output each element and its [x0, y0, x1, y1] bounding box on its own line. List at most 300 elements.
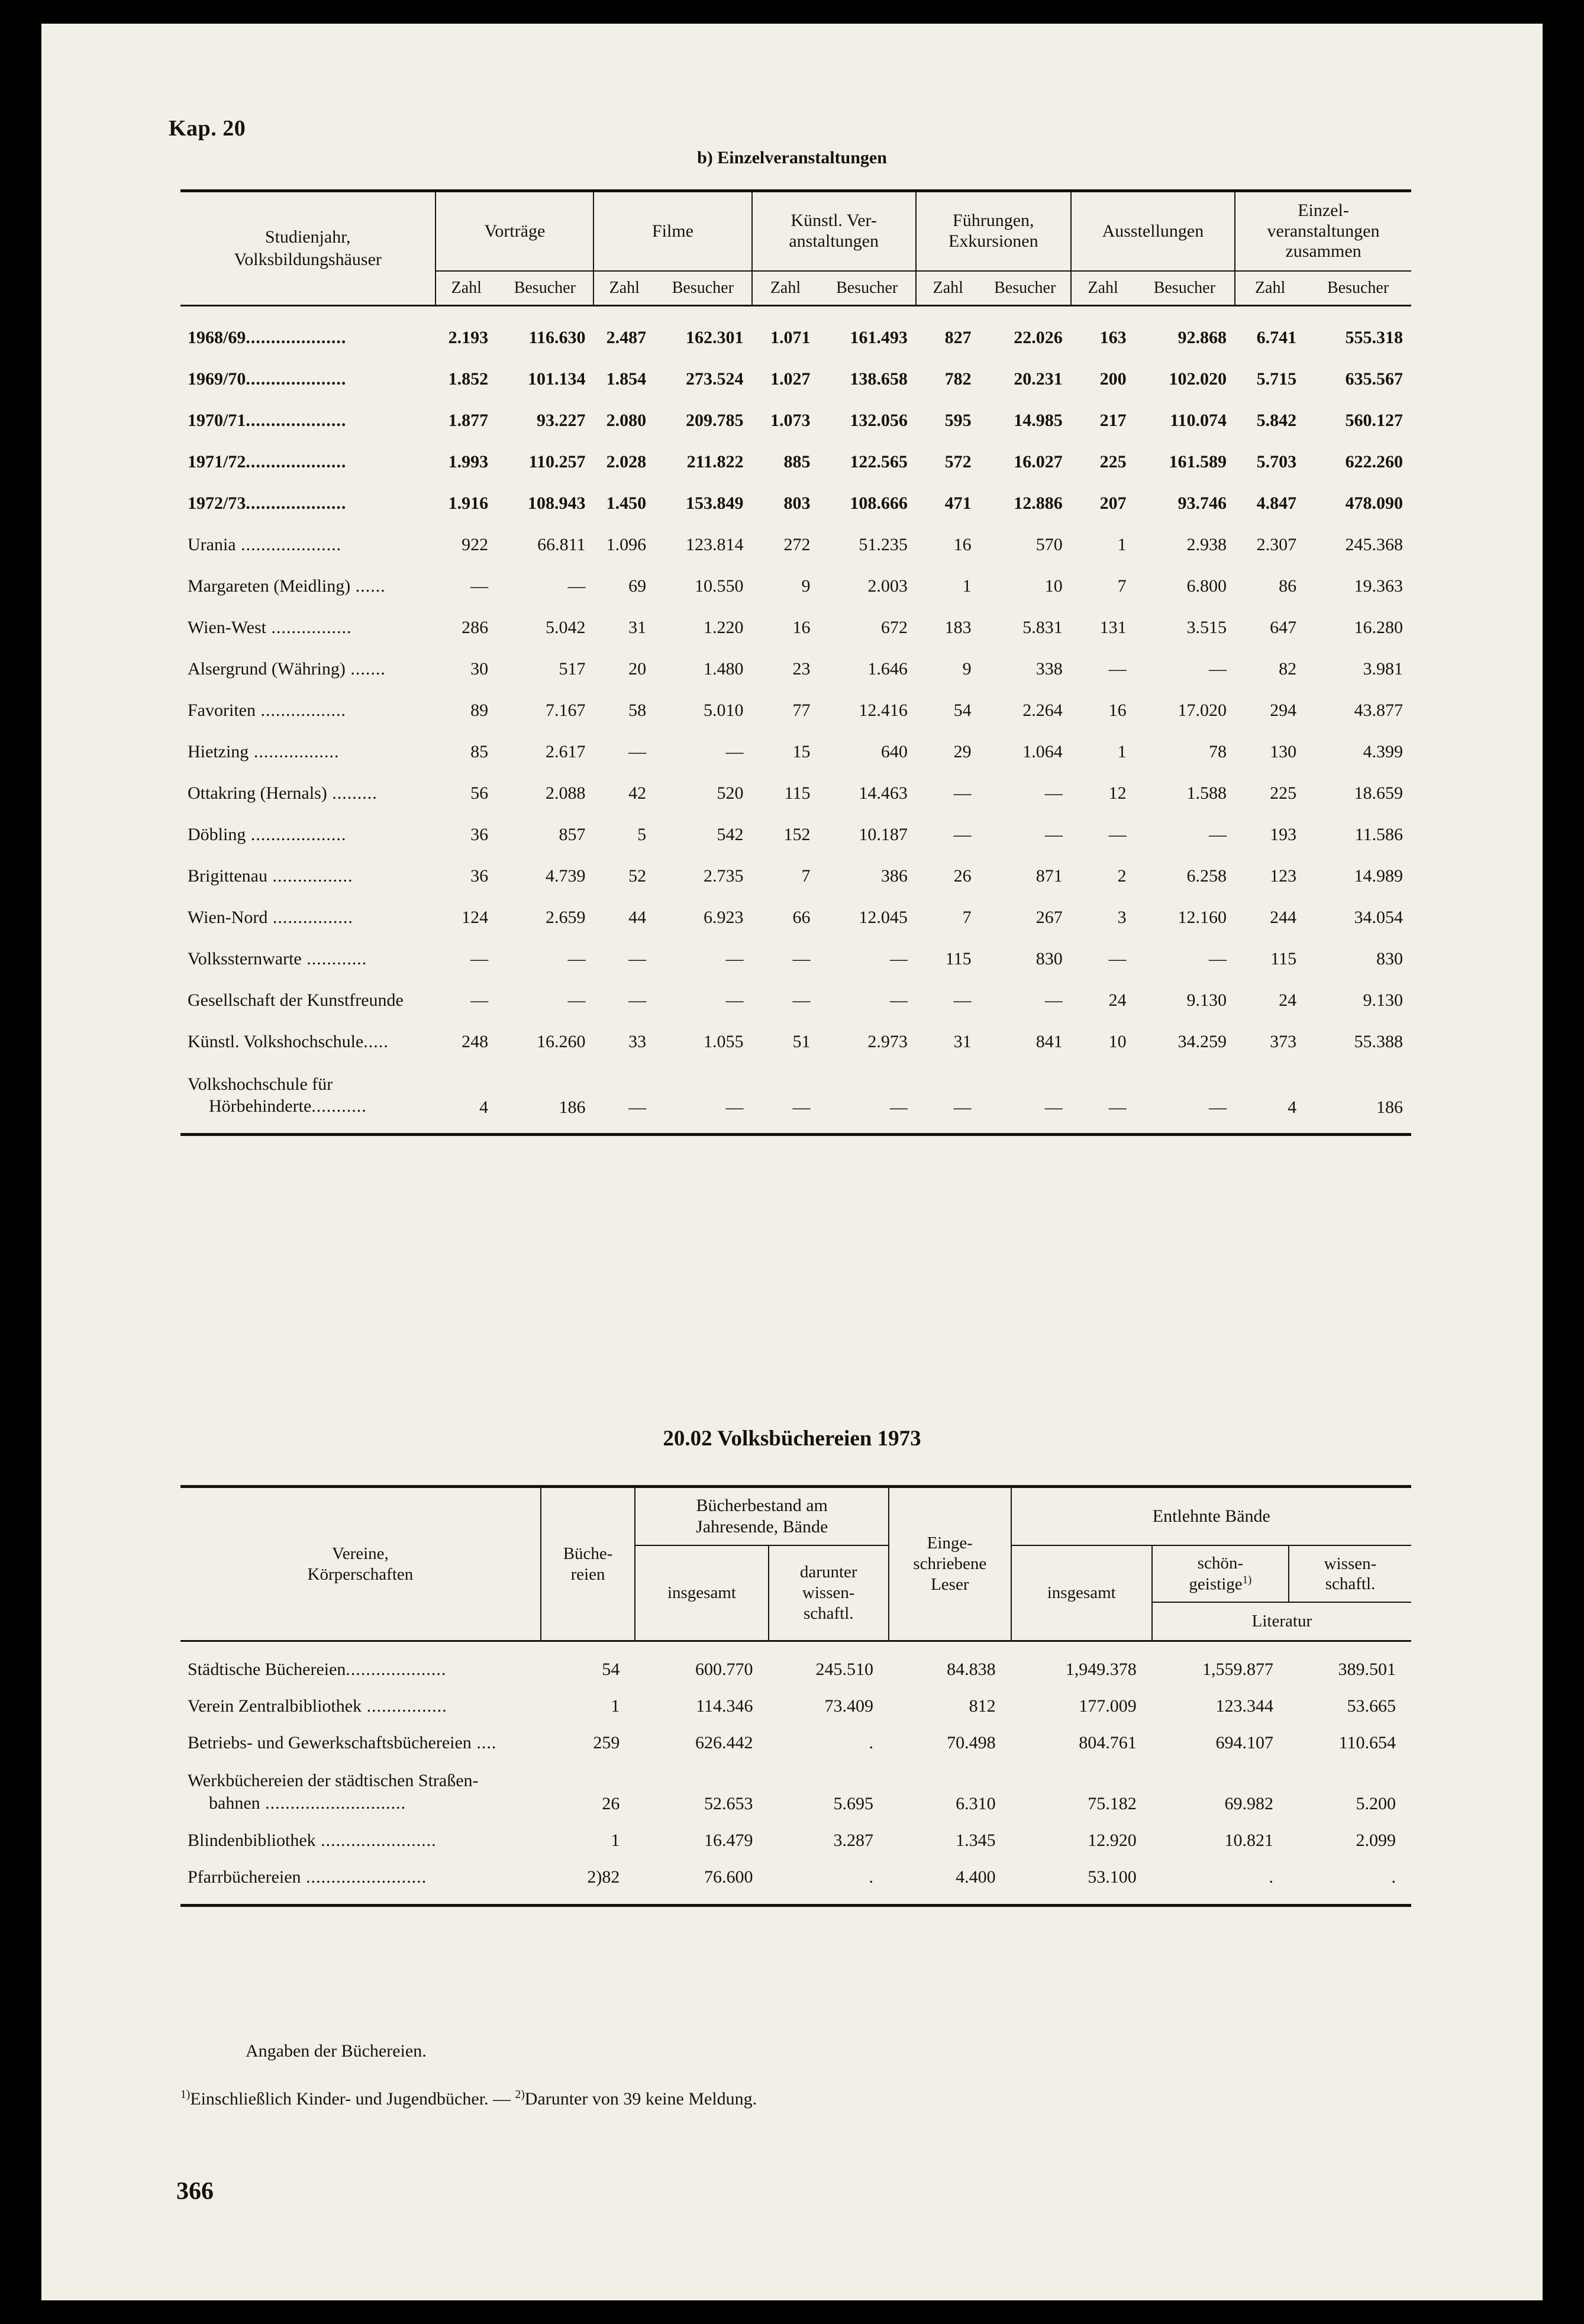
subheader-zahl-4: Zahl [916, 271, 980, 306]
subheader-besucher-3: Besucher [836, 278, 898, 297]
cell: 245.510 [815, 1660, 873, 1680]
table-row [180, 773, 1411, 814]
cell: 11.586 [1354, 824, 1403, 844]
cell: 2.099 [1356, 1831, 1396, 1851]
group-zusammen-line3: zusammen [1285, 241, 1362, 261]
cell: 1 [962, 576, 972, 596]
cell: 24 [1279, 990, 1297, 1010]
cell: . [869, 1867, 873, 1887]
table-einzelveranstaltungen [180, 189, 1411, 1136]
cell: 1.450 [606, 493, 647, 513]
row-label: Betriebs- und Gewerkschaftsbüchereien .... [188, 1733, 497, 1753]
cell: — [567, 576, 586, 596]
cell: 93.746 [1177, 493, 1227, 513]
cell: 92.868 [1177, 327, 1227, 347]
cell: 76.600 [704, 1867, 753, 1887]
cell: 209.785 [686, 410, 744, 430]
cell: 153.849 [686, 493, 744, 513]
table-row [180, 1641, 1411, 1689]
cell: 54 [953, 700, 972, 720]
cell: 259 [593, 1733, 620, 1753]
cell: 66 [792, 907, 811, 927]
table-row [180, 1761, 1411, 1822]
cell: — [725, 741, 744, 761]
stub-line2: Körperschaften [307, 1564, 414, 1584]
cell: 108.666 [850, 493, 908, 513]
table-row [180, 441, 1411, 483]
cell: 12.416 [859, 700, 908, 720]
row-label: Alsergrund (Währing) ....... [188, 659, 386, 679]
cell: 42 [628, 783, 647, 803]
cell: — [1209, 948, 1227, 969]
cell: 53.100 [1088, 1867, 1137, 1887]
cell: 1.916 [448, 493, 489, 513]
cell: 75.182 [1088, 1794, 1137, 1814]
cell: 193 [1270, 824, 1297, 844]
cell: 116.630 [528, 327, 586, 347]
table2-body [180, 1641, 1411, 1906]
cell: — [1108, 948, 1127, 969]
cell: 108.943 [527, 493, 586, 513]
col-bestand-darunter-wiss: darunter wissen- schaftl. [769, 1545, 889, 1641]
row-label: 1970/71.................... [188, 410, 347, 430]
table1-stub-header [180, 191, 435, 306]
cell: 20 [628, 659, 647, 679]
cell: 7 [801, 866, 811, 886]
cell: 9 [962, 659, 972, 679]
cell: 2.307 [1256, 534, 1297, 554]
cell: 1.064 [1022, 741, 1063, 761]
cell: 52.653 [704, 1794, 753, 1814]
subheader-besucher-2: Besucher [672, 278, 734, 297]
cell: 9.130 [1363, 990, 1403, 1010]
cell: 200 [1099, 369, 1127, 389]
cell: — [980, 1063, 1071, 1135]
row-label: 1972/73.................... [188, 493, 347, 513]
cell: 4 [435, 1063, 496, 1135]
cell: 871 [1035, 866, 1063, 886]
cell: 102.020 [1169, 369, 1227, 389]
cell: — [818, 1063, 915, 1135]
cell: 626.442 [695, 1733, 753, 1753]
cell: 272 [783, 534, 811, 554]
cell: 6.741 [1256, 327, 1297, 347]
cell: — [1209, 659, 1227, 679]
cell: 2.659 [545, 907, 586, 927]
cell: 244 [1270, 907, 1297, 927]
cell: — [1044, 783, 1063, 803]
cell: 82 [1279, 659, 1297, 679]
cell: 110.257 [528, 451, 586, 472]
cell: 161.493 [850, 327, 908, 347]
group-fuehrungen-line1: Führungen, [953, 211, 1034, 231]
cell: 85 [470, 741, 489, 761]
cell: 114.346 [696, 1696, 753, 1716]
cell: 2.193 [448, 327, 489, 347]
row-label: Urania .................... [188, 534, 342, 554]
cell: 640 [880, 741, 908, 761]
cell: 478.090 [1345, 493, 1403, 513]
cell: 31 [628, 617, 647, 637]
cell: 17.020 [1177, 700, 1227, 720]
cell: 782 [944, 369, 972, 389]
table2-header-row1 [180, 1487, 1411, 1546]
cell: 885 [783, 451, 811, 472]
cell: 294 [1270, 700, 1297, 720]
col-bestand-insgesamt: insgesamt [635, 1545, 768, 1641]
row-label: Volkshochschule für Hörbehinderte........... [180, 1063, 435, 1135]
cell: 5.715 [1256, 369, 1297, 389]
cell: 841 [1035, 1031, 1063, 1051]
cell: 9 [801, 576, 811, 596]
cell: 5.200 [1356, 1794, 1396, 1814]
group-fuehrungen [916, 191, 1071, 271]
cell: 163 [1099, 327, 1127, 347]
section-title-volksbuechereien: 20.02 Volksbüchereien 1973 [663, 1426, 921, 1451]
cell: 19.363 [1354, 576, 1403, 596]
row-label: 1971/72.................... [188, 451, 347, 472]
cell: 3.981 [1363, 659, 1403, 679]
cell: 115 [784, 783, 811, 803]
cell: 225 [1270, 783, 1297, 803]
cell: 338 [1035, 659, 1063, 679]
cell: 69.982 [1224, 1794, 1273, 1814]
cell: — [470, 990, 489, 1010]
chapter-label: Kap. 20 [169, 116, 246, 141]
table-row [180, 1063, 1411, 1135]
cell: 4.739 [545, 866, 586, 886]
table-row [180, 607, 1411, 648]
table-row [180, 897, 1411, 938]
cell: 51.235 [859, 534, 908, 554]
subheader-zahl-6: Zahl [1235, 271, 1305, 306]
cell: 16.280 [1354, 617, 1403, 637]
footnotes: $^{1)}$Einschließlich Kinder- und Jugendbücher. — $^{2)}$Darunter von 39 keine Meldung. [180, 2089, 757, 2109]
cell: 2)82 [587, 1867, 620, 1887]
cell: — [792, 948, 811, 969]
table-row [180, 648, 1411, 690]
row-label: Brigittenau ................ [188, 866, 353, 886]
cell: 34.054 [1354, 907, 1403, 927]
cell: 110.654 [1338, 1733, 1396, 1753]
row-label: Künstl. Volkshochschule..... [188, 1031, 389, 1051]
cell: — [725, 990, 744, 1010]
document-page [41, 24, 1543, 2300]
cell: 186 [496, 1063, 593, 1135]
cell: 1.220 [704, 617, 744, 637]
row-label: Ottakring (Hernals) ......... [188, 783, 378, 803]
row-label: Volkssternwarte ............ [188, 948, 367, 969]
cell: 1 [611, 1696, 620, 1716]
cell: 555.318 [1345, 327, 1403, 347]
cell: — [889, 948, 908, 969]
cell: 2 [1117, 866, 1127, 886]
cell: — [654, 1063, 751, 1135]
cell: 89 [470, 700, 489, 720]
cell: 1.073 [770, 410, 811, 430]
cell: 16 [953, 534, 972, 554]
cell: 43.877 [1354, 700, 1403, 720]
cell: 5.042 [545, 617, 586, 637]
group-vortraege: Vorträge [435, 191, 593, 271]
cell: 10 [1108, 1031, 1127, 1051]
table-row [180, 1021, 1411, 1063]
cell: 1.071 [770, 327, 811, 347]
cell: 26 [602, 1794, 620, 1814]
cell: 44 [628, 907, 647, 927]
cell: — [1135, 1063, 1235, 1135]
cell: 130 [1270, 741, 1297, 761]
cell: 34.259 [1177, 1031, 1227, 1051]
cell: 2.617 [545, 741, 586, 761]
cell: 31 [953, 1031, 972, 1051]
stub-line1: Vereine, [331, 1544, 389, 1563]
cell: 69 [628, 576, 647, 596]
cell: 123 [1270, 866, 1297, 886]
table-row [180, 305, 1411, 359]
table-row [180, 731, 1411, 773]
cell: 16.479 [704, 1831, 753, 1851]
cell: 217 [1099, 410, 1127, 430]
row-label: Margareten (Meidling) ...... [188, 576, 386, 596]
cell: 2.735 [704, 866, 744, 886]
cell: 10.550 [695, 576, 744, 596]
cell: 1.854 [606, 369, 647, 389]
cell: 115 [945, 948, 972, 969]
cell: 389.501 [1338, 1660, 1396, 1680]
cell: — [567, 990, 586, 1010]
cell: 12.920 [1088, 1831, 1137, 1851]
cell: 16 [792, 617, 811, 637]
subheader-besucher-1: Besucher [514, 278, 576, 297]
cell: 5.831 [1022, 617, 1063, 637]
table1-header-groups [180, 191, 1411, 271]
subheader-besucher-6: Besucher [1327, 278, 1389, 297]
cell: 1.480 [704, 659, 744, 679]
group-einzelveranstaltungen-zusammen [1235, 191, 1411, 271]
cell: 672 [880, 617, 908, 637]
cell: 830 [1376, 948, 1403, 969]
cell: 600.770 [695, 1660, 753, 1680]
cell: 225 [1099, 451, 1127, 472]
cell: 5.010 [704, 700, 744, 720]
table-row [180, 483, 1411, 524]
table-row [180, 566, 1411, 607]
cell: 58 [628, 700, 647, 720]
cell: 2.003 [867, 576, 908, 596]
cell: 267 [1035, 907, 1063, 927]
cell: 12.045 [859, 907, 908, 927]
subheader-zahl-2: Zahl [593, 271, 654, 306]
page-inner [41, 24, 1543, 2300]
table-row [180, 690, 1411, 731]
stub-header-line1: Studienjahr, [264, 227, 351, 247]
row-label: Favoriten ................. [188, 700, 346, 720]
group-kuenstl-line2: anstaltungen [789, 231, 879, 251]
cell: 520 [717, 783, 744, 803]
cell: 570 [1035, 534, 1063, 554]
cell: 286 [462, 617, 489, 637]
page-number: 366 [176, 2178, 214, 2205]
cell: 123.814 [686, 534, 744, 554]
cell: 2.088 [545, 783, 586, 803]
cell: 3.515 [1186, 617, 1227, 637]
cell: 1.055 [704, 1031, 744, 1051]
cell: 73.409 [824, 1696, 873, 1716]
cell: 131 [1099, 617, 1127, 637]
table-row [180, 1822, 1411, 1859]
cell: 1 [1117, 534, 1127, 554]
cell: 635.567 [1345, 369, 1403, 389]
cell: 2.264 [1022, 700, 1063, 720]
cell: 803 [783, 493, 811, 513]
cell: 18.659 [1354, 783, 1403, 803]
cell: 207 [1099, 493, 1127, 513]
footnote-marker-2: 2) [515, 2089, 525, 2101]
table2-stub-header [180, 1487, 541, 1641]
table-einzelveranstaltungen-wrapper [180, 189, 1411, 1136]
col-buechereien: Büche- reien [541, 1487, 635, 1641]
cell: 53.665 [1347, 1696, 1396, 1716]
cell: 22.026 [1014, 327, 1063, 347]
subheader-besucher-5: Besucher [1153, 278, 1215, 297]
cell: 93.227 [536, 410, 586, 430]
cell: 16.027 [1014, 451, 1063, 472]
group-ausstellungen: Ausstellungen [1071, 191, 1235, 271]
cell: 16 [1108, 700, 1127, 720]
cell: 14.989 [1354, 866, 1403, 886]
row-label: Döbling ................... [188, 824, 347, 844]
cell: 55.388 [1354, 1031, 1403, 1051]
cell: 812 [969, 1696, 996, 1716]
cell: — [889, 990, 908, 1010]
cell: 517 [559, 659, 586, 679]
cell: 123.344 [1215, 1696, 1273, 1716]
cell: . [1391, 1867, 1396, 1887]
cell: 52 [628, 866, 647, 886]
cell: 77 [792, 700, 811, 720]
cell: — [470, 948, 489, 969]
cell: 78 [1209, 741, 1227, 761]
cell: — [1108, 659, 1127, 679]
cell: 56 [470, 783, 489, 803]
cell: — [792, 990, 811, 1010]
cell: — [628, 741, 647, 761]
row-label: Werkbüchereien der städtischen Straßen- bahnen ............................ [188, 1771, 479, 1813]
row-label: Wien-West ................ [188, 617, 352, 637]
cell: 647 [1270, 617, 1297, 637]
group-filme: Filme [593, 191, 751, 271]
cell: 124 [462, 907, 489, 927]
row-label: Wien-Nord ................ [188, 907, 353, 927]
table-row [180, 1859, 1411, 1906]
cell: 2.973 [867, 1031, 908, 1051]
footnote-marker-1: 1) [180, 2089, 191, 2101]
cell: — [593, 1063, 654, 1135]
cell: 595 [944, 410, 972, 430]
row-label: Verein Zentralbibliothek ................ [188, 1696, 447, 1716]
row-label: Pfarrbüchereien ........................ [188, 1867, 427, 1887]
cell: 386 [880, 866, 908, 886]
cell: 51 [792, 1031, 811, 1051]
cell: 20.231 [1014, 369, 1063, 389]
cell: 86 [1279, 576, 1297, 596]
table-row [180, 938, 1411, 980]
cell: 101.134 [527, 369, 586, 389]
cell: 36 [470, 866, 489, 886]
cell: 273.524 [686, 369, 744, 389]
row-label: Blindenbibliothek ....................... [188, 1831, 437, 1851]
cell: 162.301 [686, 327, 744, 347]
cell: 14.985 [1014, 410, 1063, 430]
cell: — [953, 783, 972, 803]
cell: 373 [1270, 1031, 1297, 1051]
cell: 138.658 [850, 369, 908, 389]
cell: 4.399 [1363, 741, 1403, 761]
source-note: Angaben der Büchereien. [246, 2041, 427, 2061]
cell: — [1071, 1063, 1135, 1135]
cell: 12.160 [1177, 907, 1227, 927]
cell: 211.822 [686, 451, 744, 472]
col-literatur: Literatur [1152, 1602, 1411, 1641]
cell: 572 [944, 451, 972, 472]
row-label: Gesellschaft der Kunstfreunde [188, 990, 404, 1010]
cell: 30 [470, 659, 489, 679]
cell: 24 [1108, 990, 1127, 1010]
cell: 245.368 [1345, 534, 1403, 554]
table-row [180, 980, 1411, 1021]
cell: 12.886 [1014, 493, 1063, 513]
cell: 1 [1117, 741, 1127, 761]
table-volksbuechereien-wrapper [180, 1485, 1411, 1907]
cell: 33 [628, 1031, 647, 1051]
table1-body [180, 305, 1411, 1134]
cell: 23 [792, 659, 811, 679]
col-entlehnt-insgesamt: insgesamt [1011, 1545, 1152, 1641]
cell: — [725, 948, 744, 969]
group-fuehrungen-line2: Exkursionen [948, 231, 1038, 251]
cell: 12 [1108, 783, 1127, 803]
cell: 1 [611, 1831, 620, 1851]
cell: 4 [1235, 1063, 1305, 1135]
cell: 1.852 [448, 369, 489, 389]
cell: — [1044, 824, 1063, 844]
table-row [180, 814, 1411, 856]
cell: 29 [953, 741, 972, 761]
cell: 84.838 [947, 1660, 996, 1680]
cell: — [567, 948, 586, 969]
cell: 5.695 [833, 1794, 873, 1814]
group-zusammen-line2: veranstaltungen [1267, 221, 1380, 241]
cell: 7.167 [545, 700, 586, 720]
cell: 3 [1117, 907, 1127, 927]
cell: 152 [783, 824, 811, 844]
cell: 70.498 [947, 1733, 996, 1753]
cell: 1,559.877 [1202, 1660, 1273, 1680]
cell: 694.107 [1215, 1733, 1273, 1753]
cell: 5.842 [1256, 410, 1297, 430]
cell: — [752, 1063, 819, 1135]
cell: 827 [944, 327, 972, 347]
group-zusammen-line1: Einzel- [1298, 201, 1349, 220]
cell: — [953, 990, 972, 1010]
cell: 5.703 [1256, 451, 1297, 472]
cell: 622.260 [1345, 451, 1403, 472]
row-label: Hietzing ................. [188, 741, 340, 761]
subheader-besucher-4: Besucher [994, 278, 1056, 297]
table-row [180, 1688, 1411, 1725]
cell: 122.565 [850, 451, 908, 472]
